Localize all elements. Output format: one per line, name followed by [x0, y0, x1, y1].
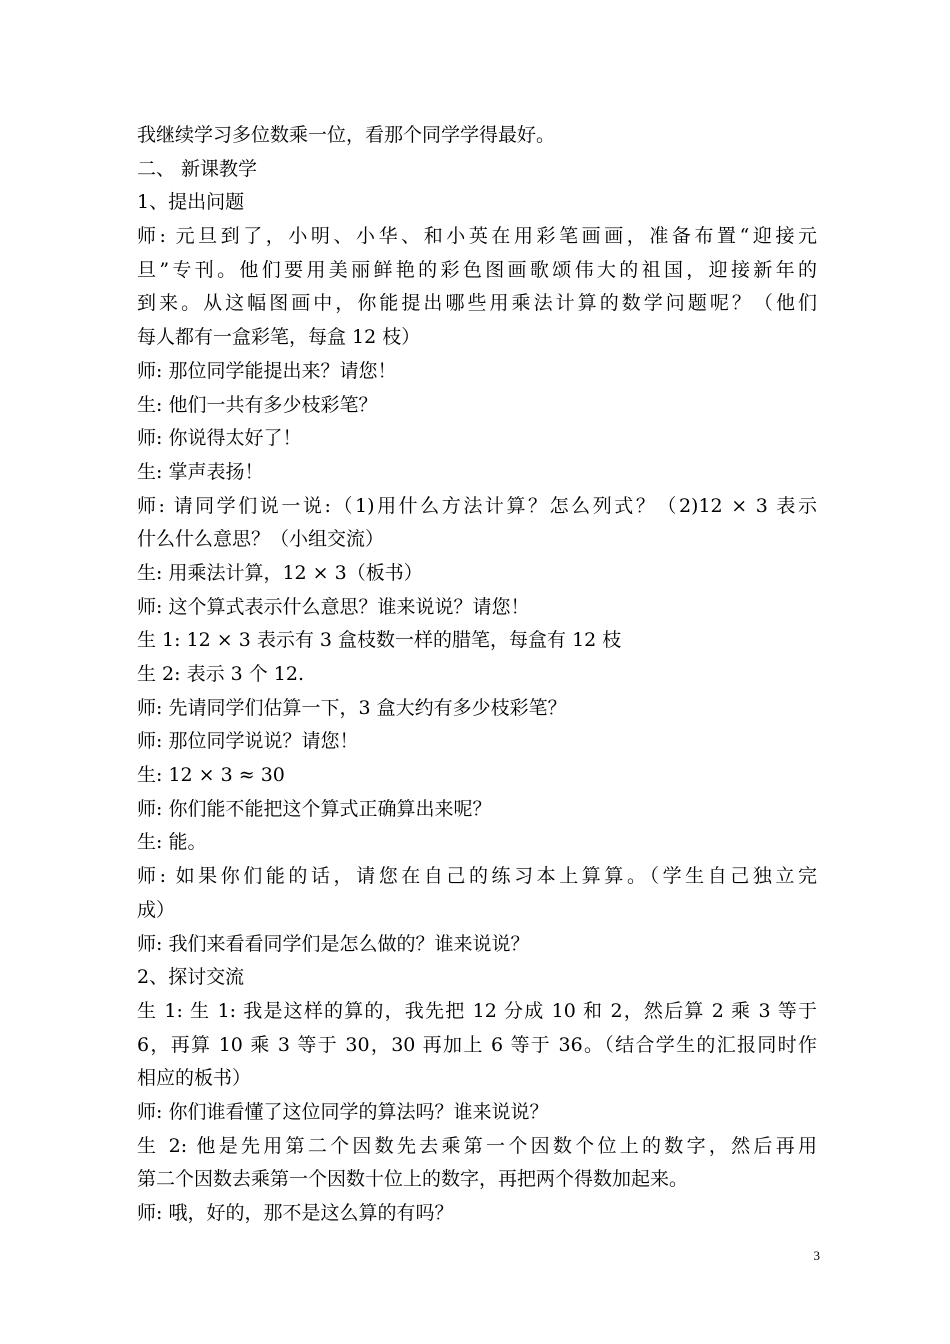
text-line: 生: 他们一共有多少枝彩笔？ — [137, 393, 378, 416]
text-line: 什么什么意思？（小组交流） — [137, 528, 385, 551]
section-heading: 二、 新课教学 — [137, 157, 258, 180]
text-line: 第二个因数去乘第一个因数十位上的数字，再把两个得数加起来。 — [137, 1168, 689, 1191]
text-line: 师: 你说得太好了！ — [137, 427, 302, 450]
subsection-heading: 1、提出问题 — [137, 191, 245, 214]
text-line: 师: 请同学们说一说:（1)用什么方法计算？怎么列式？（2)12 × 3 表示 — [137, 494, 817, 517]
text-line: 师: 先请同学们估算一下，3 盒大约有多少枝彩笔？ — [137, 696, 567, 719]
text-line: 旦”专刊。他们要用美丽鲜艳的彩色图画歌颂伟大的祖国，迎接新年的 — [137, 258, 817, 281]
page-number: 3 — [813, 1248, 820, 1263]
text-line: 生: 掌声表扬！ — [137, 460, 264, 483]
text-line: 师: 你们能不能把这个算式正确算出来呢？ — [137, 797, 492, 820]
text-line: 师: 这个算式表示什么意思？谁来说说？请您！ — [137, 595, 530, 618]
text-line: 生 1: 12 × 3 表示有 3 盒枝数一样的腊笔，每盒有 12 枝 — [137, 629, 622, 652]
text-line: 生 2: 他是先用第二个因数先去乘第一个因数个位上的数字，然后再用 — [137, 1134, 817, 1157]
text-line: 师: 那位同学说说？请您！ — [137, 730, 359, 753]
text-line: 我继续学习多位数乘一位，看那个同学学得最好。 — [137, 124, 556, 146]
text-line: 师: 那位同学能提出来？请您！ — [137, 359, 397, 382]
document-body — [137, 119, 817, 1231]
subsection-heading: 2、探讨交流 — [137, 966, 245, 989]
text-line: 生 2: 表示 3 个 12. — [137, 663, 304, 685]
text-line: 生 1: 生 1: 我是这样的算的，我先把 12 分成 10 和 2，然后算 2 乘 3 等于 — [137, 999, 817, 1022]
text-line: 生: 12 × 3 ≈ 30 — [137, 764, 285, 787]
text-line: 成） — [137, 898, 176, 921]
text-line: 每人都有一盒彩笔，每盒 12 枝） — [137, 326, 421, 349]
text-line: 相应的板书） — [137, 1067, 252, 1090]
text-line: 师: 哦，好的，那不是这么算的有吗？ — [137, 1202, 454, 1224]
text-line: 6，再算 10 乘 3 等于 30，30 再加上 6 等于 36。（结合学生的汇报同时作 — [137, 1033, 817, 1056]
text-line: 生: 用乘法计算，12 × 3（板书） — [137, 561, 423, 584]
text-line: 生: 能。 — [137, 831, 207, 854]
text-line: 到来。从这幅图画中，你能提出哪些用乘法计算的数学问题呢？（他们 — [137, 292, 817, 315]
text-line: 师: 我们来看看同学们是怎么做的？谁来说说？ — [137, 932, 530, 955]
text-line: 师: 你们谁看懂了这位同学的算法吗？谁来说说？ — [137, 1100, 549, 1123]
text-line: 师: 元旦到了，小明、小华、和小英在用彩笔画画，准备布置“迎接元 — [137, 225, 817, 248]
text-line: 师: 如果你们能的话，请您在自己的练习本上算算。（学生自己独立完 — [137, 865, 817, 888]
